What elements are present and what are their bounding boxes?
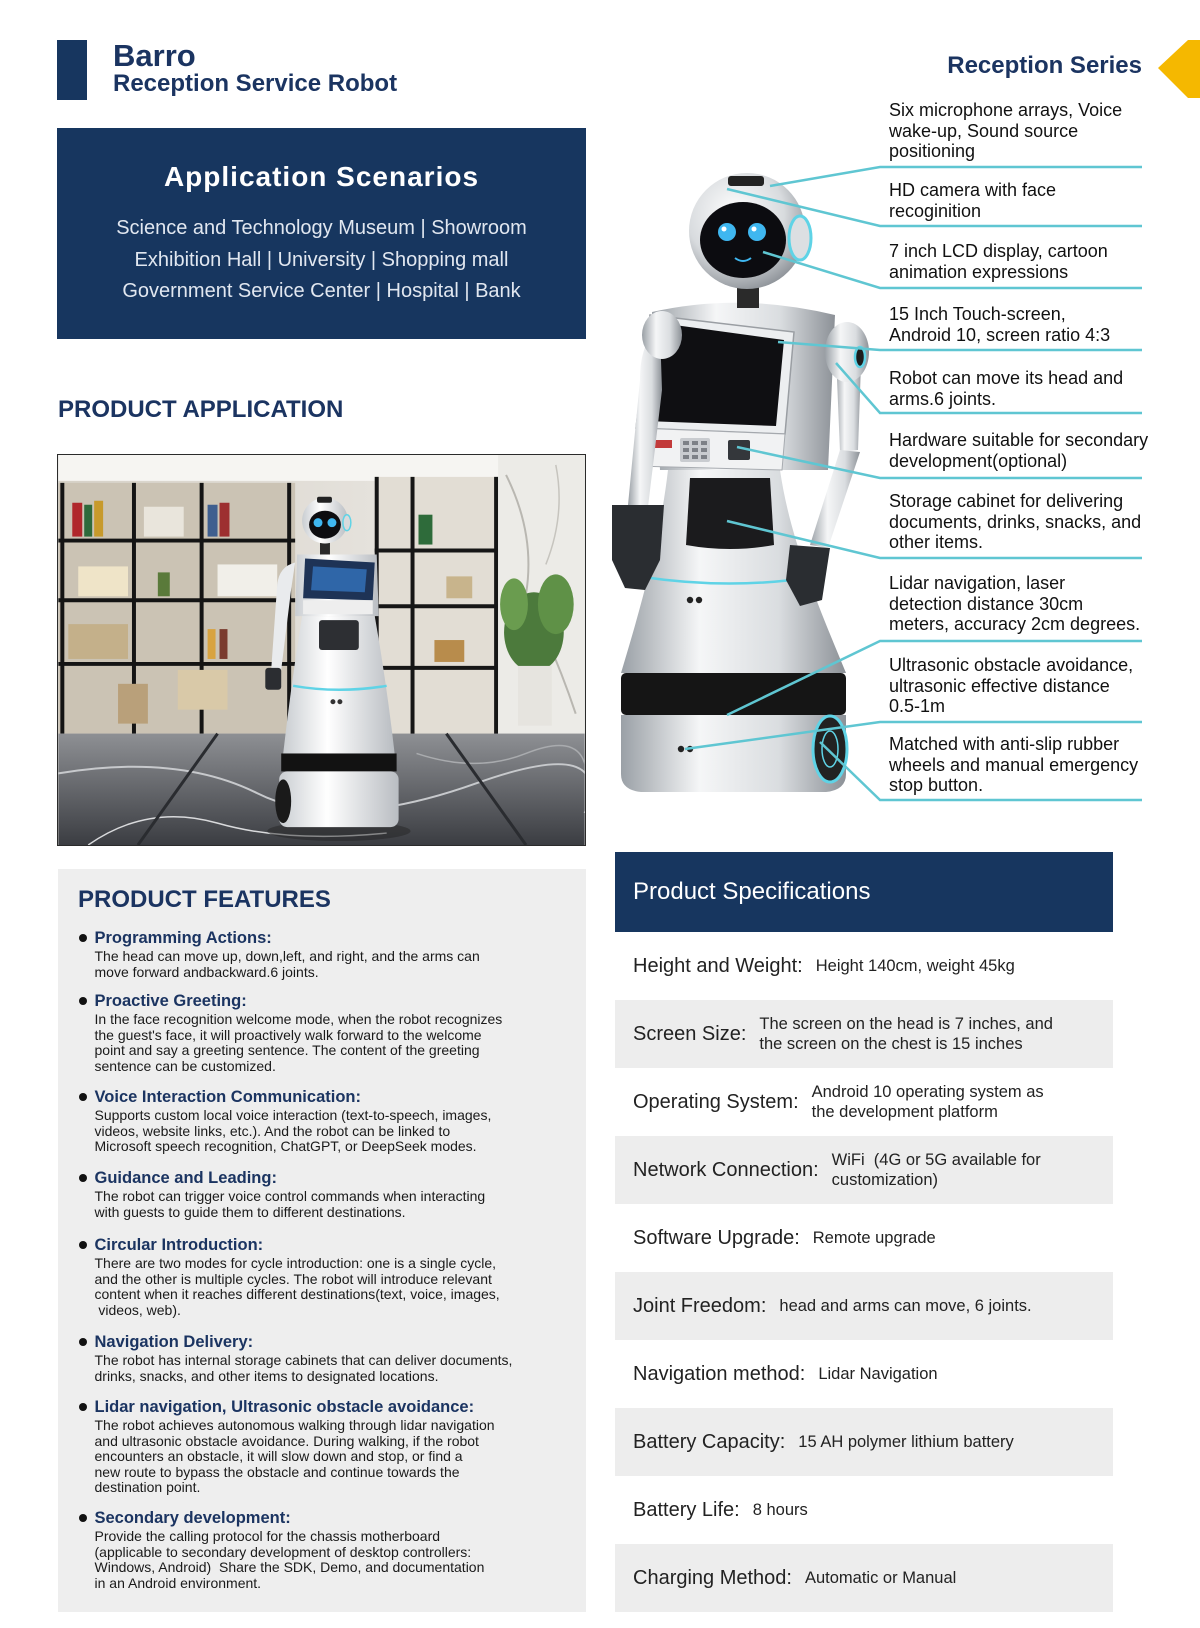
feature-heading: Proactive Greeting: [94,992,247,1010]
bullet-icon [79,1403,87,1411]
scenario-line: Science and Technology Museum | Showroom [116,217,527,239]
spec-value: Android 10 operating system as the development platform [811,1083,1044,1121]
spec-row-software-upgrade [615,1204,1113,1272]
camera-microphone-bar [728,176,764,186]
callout-touch-screen: 15 Inch Touch-screen, Android 10, screen ratio 4:3 [889,304,1111,345]
spec-value: Height 140cm, weight 45kg [815,957,1015,975]
showroom-scene [58,455,585,845]
application-photo [57,454,586,846]
shoulder-joint-light [855,347,865,367]
feature-body: In the face recognition welcome mode, when the robot recognizes the guest's face, it will proactively walk forward to the welcome point and say a greeting sentence. The content of the greeting sentence can be customized. [94,1011,503,1074]
callout-wheels: Matched with anti-slip rubber wheels and manual emergency stop button. [889,734,1139,795]
spec-label: Joint Freedom: [633,1295,767,1317]
spec-row-battery-capacity [615,1408,1113,1476]
product-application-title: PRODUCT APPLICATION [58,396,344,423]
feature-body: The robot has internal storage cabinets that can deliver documents, drinks, snacks, and other items to designated locations. [94,1352,513,1384]
feature-heading: Lidar navigation, Ultrasonic obstacle avoidance: [94,1398,475,1416]
spec-value: 8 hours [752,1501,808,1519]
callout-microphones: Six microphone arrays, Voice wake-up, Sound source positioning [889,100,1123,161]
brand-name: Barro [113,38,196,73]
feature-heading: Guidance and Leading: [94,1169,277,1187]
bullet-icon [79,1514,87,1522]
chevron-left-icon [1158,40,1200,98]
feature-heading: Programming Actions: [94,929,272,947]
scenarios-title: Application Scenarios [163,161,480,192]
spec-row-height-weight [615,932,1113,1000]
ear-light-ring [789,216,811,260]
spec-row-navigation [615,1340,1113,1408]
feature-body: The robot achieves autonomous walking through lidar navigation and ultrasonic obstacle avoidance. During walking, if the robot encounters an obstacle, it will slow down and stop, or find a new route to bypass the obstacle and continue towards the destination point. [94,1417,495,1496]
photo-display-shelf [375,477,498,738]
spec-label: Battery Life: [633,1499,740,1521]
spec-row-screen-size [615,1000,1113,1068]
eye-icon [718,223,736,241]
feature-item [79,1087,584,1155]
robot-head [689,173,811,308]
spec-value: Lidar Navigation [818,1365,938,1383]
feature-item [79,991,584,1074]
feature-heading: Secondary development: [94,1509,291,1527]
feature-item [79,1168,584,1220]
spec-label: Charging Method: [633,1567,792,1589]
series-label: Reception Series [947,52,1142,79]
spec-value: The screen on the head is 7 inches, and the screen on the chest is 15 inches [759,1015,1053,1053]
feature-body: Provide the calling protocol for the chassis motherboard (applicable to secondary development of desktop controllers: Windows, Android) Share the SDK, Demo, and documentation in an Android environment. [94,1528,485,1591]
feature-item [79,1397,584,1496]
spec-label: Height and Weight: [633,955,803,977]
specifications-table [615,932,1113,1612]
callout-joints: Robot can move its head and arms.6 joints. [889,368,1124,409]
product-specifications-title: Product Specifications [615,852,1113,932]
feature-body: Supports custom local voice interaction (text-to-speech, images, videos, website links, etc.). And the robot can be linked to Microsoft speech recognition, ChatGPT, or DeepSeek modes. [94,1107,492,1155]
callout-camera: HD camera with face recoginition [889,180,1057,221]
callout-lcd: 7 inch LCD display, cartoon animation expressions [889,241,1108,282]
feature-body: The head can move up, down,left, and right, and the arms can move forward andbackward.6 joints. [94,948,480,980]
spec-row-network [615,1136,1113,1204]
bullet-icon [79,997,87,1005]
bullet-icon [79,1093,87,1101]
feature-heading: Navigation Delivery: [94,1333,254,1351]
spec-row-charging-method [615,1544,1113,1612]
spec-row-operating-system [615,1068,1113,1136]
bullet-icon [79,934,87,942]
photo-bookshelf [58,483,295,734]
feature-item [79,928,584,980]
feature-item [79,1332,584,1384]
bullet-icon [79,1174,87,1182]
lcd-face-display [700,202,786,278]
spec-row-battery-life [615,1476,1113,1544]
spec-label: Screen Size: [633,1023,747,1045]
spec-label: Software Upgrade: [633,1227,800,1249]
eye-icon [748,223,766,241]
spec-label: Navigation method: [633,1363,806,1385]
feature-heading: Circular Introduction: [94,1236,264,1254]
spec-value: head and arms can move, 6 joints. [779,1297,1032,1315]
spec-label: Network Connection: [633,1159,819,1181]
spec-label: Operating System: [633,1091,799,1113]
spec-value: 15 AH polymer lithium battery [798,1433,1014,1451]
application-scenarios-box [57,128,586,339]
bullet-icon [79,1338,87,1346]
spec-value: WiFi (4G or 5G available for customization) [831,1151,1041,1189]
bullet-icon [79,1241,87,1249]
scenarios-list [57,213,586,308]
spec-label: Battery Capacity: [633,1431,786,1453]
feature-heading: Voice Interaction Communication: [94,1088,361,1106]
feature-item [79,1508,584,1591]
scenario-line: Exhibition Hall | University | Shopping mall [134,248,509,271]
feature-body: There are two modes for cycle introduction: one is a single cycle, and the other is multiple cycles. The robot will introduce relevant content when it reaches different destinations(text, voice, images, videos, web). [94,1255,500,1318]
storage-cabinet [686,478,774,549]
wheel-light-ring [813,716,847,782]
callout-lidar: Lidar navigation, laser detection distance 30cm meters, accuracy 2cm degrees. [889,573,1141,634]
ultrasonic-sensor [678,746,684,752]
header-accent-bar [57,40,87,100]
spec-value: Remote upgrade [812,1229,936,1247]
feature-body: The robot can trigger voice control commands when interacting with guests to guide them to different destinations. [94,1188,486,1220]
callout-storage: Storage cabinet for delivering documents, drinks, snacks, and other items. [889,491,1142,552]
feature-item [79,1235,584,1318]
spec-row-joint-freedom [615,1272,1113,1340]
product-subtitle: Reception Service Robot [113,70,398,97]
product-features-title: PRODUCT FEATURES [78,886,331,913]
spec-value: Automatic or Manual [804,1569,957,1587]
callout-hardware: Hardware suitable for secondary development(optional) [889,430,1149,471]
scenario-line: Government Service Center | Hospital | Bank [122,280,521,302]
callout-ultrasonic: Ultrasonic obstacle avoidance, ultrasonic effective distance 0.5-1m [889,655,1134,716]
